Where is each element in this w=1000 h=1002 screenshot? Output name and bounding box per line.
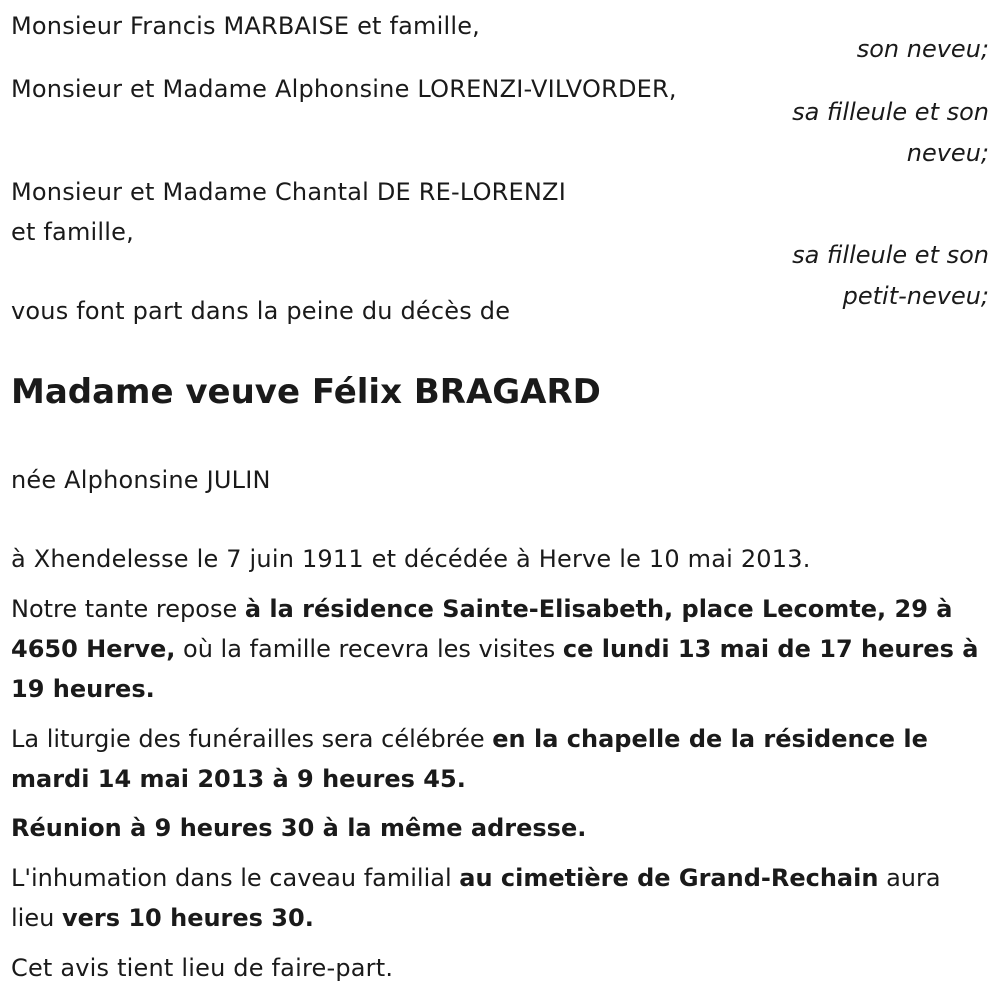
intro-text: vous font part dans la peine du décès de: [11, 297, 511, 325]
liturgy-paragraph: [11, 719, 991, 799]
born-name: née Alphonsine JULIN: [11, 466, 271, 494]
announcer-2-name: Monsieur et Madame Alphonsine LORENZI-VILVORDER,: [11, 75, 677, 103]
announcer-3-name-line1: Monsieur et Madame Chantal DE RE-LORENZI: [11, 178, 566, 206]
liturgy-text: La liturgie des funérailles sera célébrée: [11, 725, 493, 753]
visit-location: à la résidence Sainte-Elisabeth, place Lecomte, 29 à 4650 Herve,: [11, 595, 953, 663]
burial-time: vers 10 heures 30.: [61, 904, 314, 932]
visit-paragraph: [11, 589, 991, 709]
announcer-2-relation-line2: neveu;: [906, 139, 989, 167]
deceased-name: Madame veuve Félix BRAGARD: [11, 372, 601, 412]
burial-text-1: L'inhumation dans le caveau familial: [11, 864, 460, 892]
liturgy-details: en la chapelle de la résidence le mardi 14 mai 2013 à 9 heures 45.: [11, 725, 928, 793]
burial-text-2: aura lieu: [11, 864, 941, 932]
announcer-3-name-line2: et famille,: [11, 218, 134, 246]
reunion-paragraph: [11, 808, 991, 848]
burial-location: au cimetière de Grand-Rechain: [459, 864, 879, 892]
announcer-1-name: Monsieur Francis MARBAISE et famille,: [11, 12, 481, 40]
announcer-3-relation-line2: petit-neveu;: [842, 282, 989, 310]
closing-text: Cet avis tient lieu de faire-part.: [11, 954, 394, 982]
visit-text-2: où la famille recevra les visites: [175, 635, 563, 663]
announcer-3-relation-line1: sa filleule et son: [792, 241, 989, 269]
visit-text-1: Notre tante repose: [11, 595, 245, 623]
announcer-1-relation: son neveu;: [856, 35, 989, 63]
visit-time: ce lundi 13 mai de 17 heures à 19 heures.: [11, 635, 979, 703]
burial-paragraph: [11, 858, 991, 938]
reunion-text: Réunion à 9 heures 30 à la même adresse.: [11, 814, 587, 842]
birth-death-dates: à Xhendelesse le 7 juin 1911 et décédée à Herve le 10 mai 2013.: [11, 545, 811, 573]
announcer-2-relation-line1: sa filleule et son: [792, 98, 989, 126]
